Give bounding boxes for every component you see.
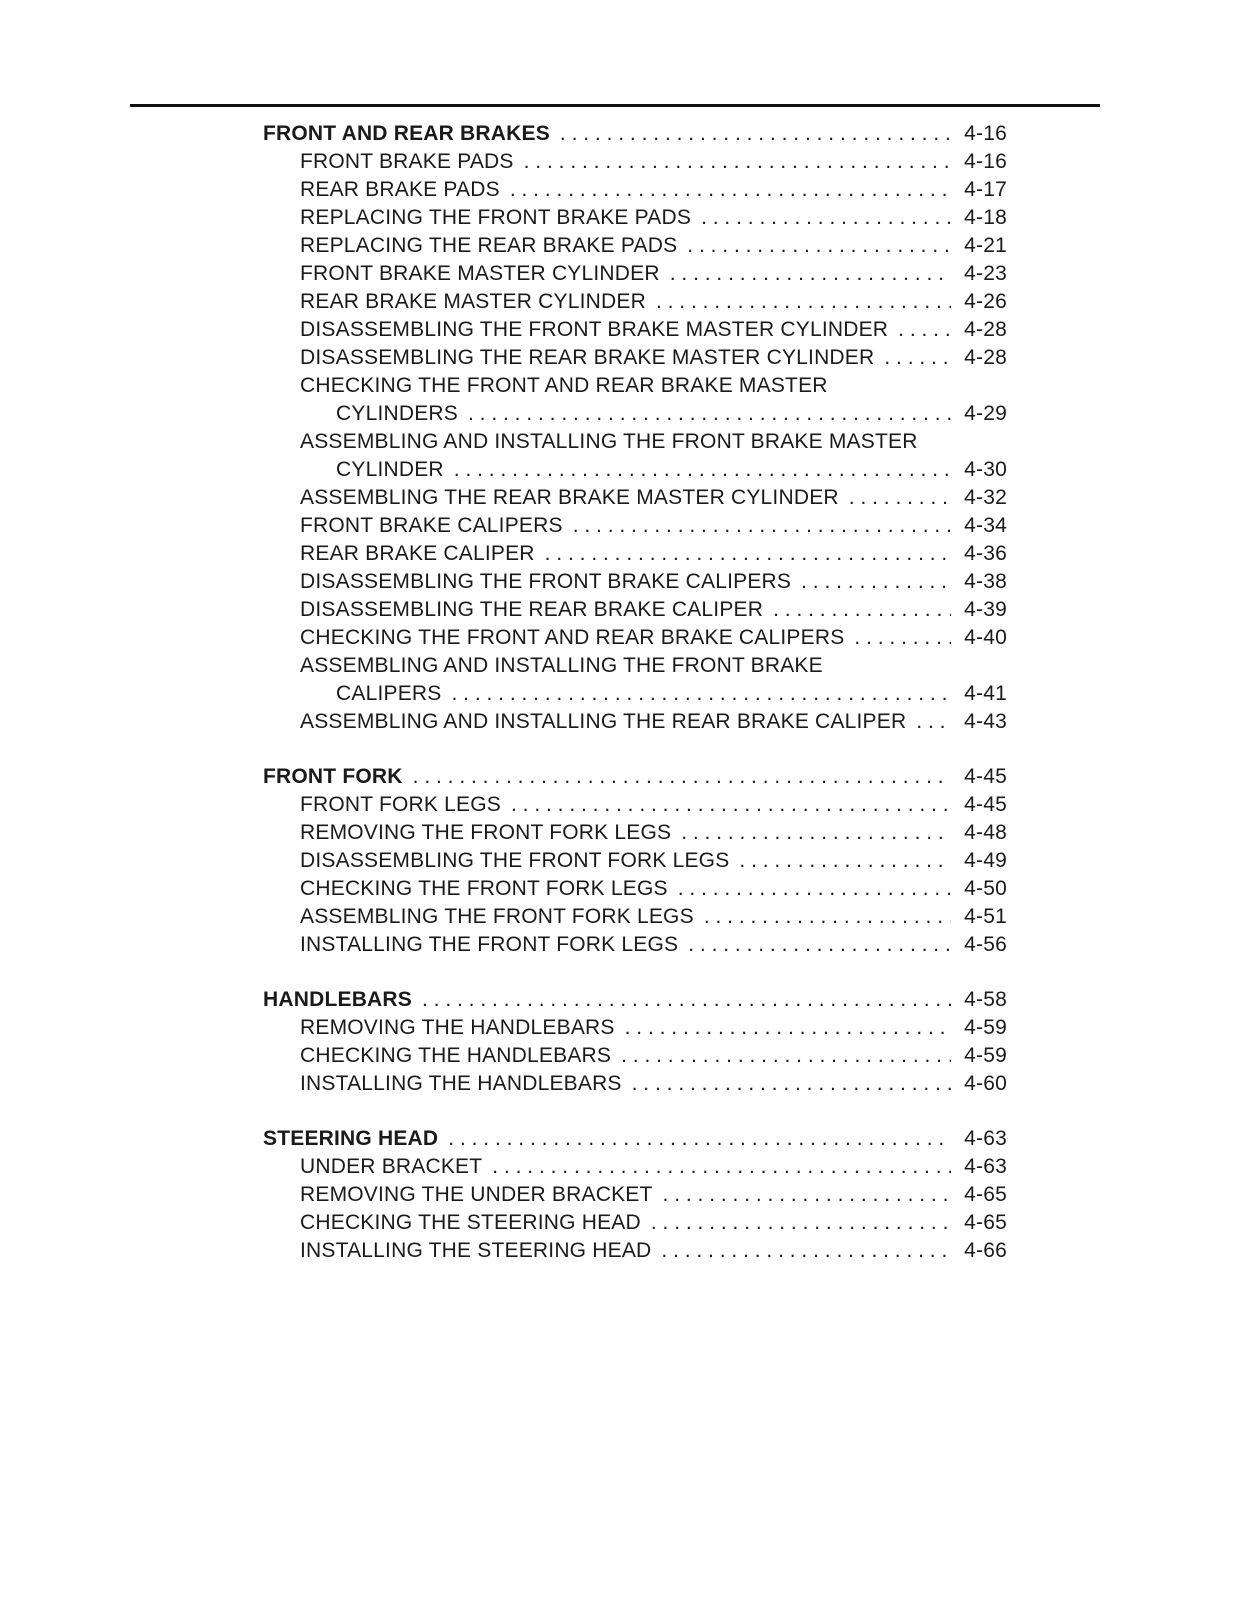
toc-entry-page-number: 4-32 — [964, 486, 1007, 509]
dot-leader — [670, 260, 951, 288]
toc-entry-title: REMOVING THE UNDER BRACKET — [300, 1183, 653, 1206]
dot-leader — [661, 1237, 951, 1265]
toc-entry-title: DISASSEMBLING THE FRONT BRAKE CALIPERS — [300, 570, 792, 593]
dot-leader — [884, 344, 951, 372]
toc-entry[interactable] — [263, 596, 1007, 624]
toc-entry-page-number: 4-63 — [964, 1155, 1007, 1178]
toc-entry-title: INSTALLING THE STEERING HEAD — [300, 1239, 652, 1262]
toc-entry-title: REPLACING THE REAR BRAKE PADS — [300, 234, 678, 257]
toc-entry-page-number: 4-28 — [964, 318, 1007, 341]
toc-entry[interactable] — [263, 624, 1007, 652]
dot-leader — [625, 1014, 951, 1042]
toc-entry-page-number: 4-39 — [964, 598, 1007, 621]
dot-leader — [801, 568, 951, 596]
toc-entry-title: DISASSEMBLING THE REAR BRAKE CALIPER — [300, 598, 764, 621]
toc-entry-page-number: 4-21 — [964, 234, 1007, 257]
toc-entry-title: DISASSEMBLING THE FRONT FORK LEGS — [300, 849, 730, 872]
toc-entry[interactable] — [263, 1070, 1007, 1098]
toc-entry-title: INSTALLING THE HANDLEBARS — [300, 1072, 622, 1095]
toc-entry[interactable] — [263, 540, 1007, 568]
toc-section-heading-page-number: 4-45 — [964, 765, 1007, 788]
toc-entry-title: ASSEMBLING THE FRONT FORK LEGS — [300, 905, 694, 928]
toc-entry[interactable] — [263, 931, 1007, 959]
toc-entry[interactable] — [263, 484, 1007, 512]
toc-entry-page-number: 4-51 — [964, 905, 1007, 928]
toc-entry-page-number: 4-56 — [964, 933, 1007, 956]
toc-entry-page-number: 4-59 — [964, 1044, 1007, 1067]
toc-entry-page-number: 4-48 — [964, 821, 1007, 844]
table-of-contents — [263, 120, 1007, 1292]
dot-leader — [687, 232, 951, 260]
toc-entry[interactable] — [263, 708, 1007, 736]
toc-entry[interactable] — [263, 1042, 1007, 1070]
toc-entry[interactable] — [263, 176, 1007, 204]
toc-entry-continuation-title: CYLINDERS — [336, 402, 458, 425]
toc-section-heading-title: HANDLEBARS — [263, 988, 412, 1011]
toc-entry[interactable] — [263, 428, 1007, 456]
toc-entry-title: UNDER BRACKET — [300, 1155, 483, 1178]
dot-leader — [621, 1042, 951, 1070]
toc-entry-title: ASSEMBLING AND INSTALLING THE FRONT BRAKE — [300, 654, 823, 677]
toc-entry[interactable] — [263, 903, 1007, 931]
toc-entry[interactable] — [263, 372, 1007, 400]
toc-entry[interactable] — [263, 260, 1007, 288]
toc-entry-continuation[interactable] — [263, 680, 1007, 708]
toc-section — [263, 120, 1007, 736]
dot-leader — [510, 176, 951, 204]
toc-section-heading[interactable] — [263, 1125, 1007, 1153]
toc-entry-title: CHECKING THE FRONT AND REAR BRAKE MASTER — [300, 374, 828, 397]
toc-entry[interactable] — [263, 512, 1007, 540]
toc-entry[interactable] — [263, 1153, 1007, 1181]
toc-entry-title: CHECKING THE FRONT AND REAR BRAKE CALIPERS — [300, 626, 845, 649]
toc-entry-continuation-page-number: 4-29 — [964, 402, 1007, 425]
toc-entry-page-number: 4-60 — [964, 1072, 1007, 1095]
toc-entry-continuation-page-number: 4-41 — [964, 682, 1007, 705]
toc-entry-continuation-page-number: 4-30 — [964, 458, 1007, 481]
dot-leader — [898, 316, 951, 344]
toc-entry[interactable] — [263, 1181, 1007, 1209]
toc-entry[interactable] — [263, 791, 1007, 819]
toc-section-heading-page-number: 4-63 — [964, 1127, 1007, 1150]
toc-entry-title: FRONT BRAKE CALIPERS — [300, 514, 563, 537]
toc-entry[interactable] — [263, 316, 1007, 344]
toc-entry-continuation[interactable] — [263, 456, 1007, 484]
toc-entry[interactable] — [263, 148, 1007, 176]
dot-leader — [454, 456, 951, 484]
dot-leader — [451, 680, 951, 708]
toc-section-heading-page-number: 4-16 — [964, 122, 1007, 145]
dot-leader — [678, 875, 951, 903]
dot-leader — [511, 791, 951, 819]
toc-entry[interactable] — [263, 847, 1007, 875]
toc-entry-page-number: 4-34 — [964, 514, 1007, 537]
toc-section-heading[interactable] — [263, 986, 1007, 1014]
dot-leader — [739, 847, 951, 875]
toc-entry[interactable] — [263, 344, 1007, 372]
toc-section-heading[interactable] — [263, 763, 1007, 791]
toc-entry-title: FRONT FORK LEGS — [300, 793, 501, 816]
toc-entry-page-number: 4-28 — [964, 346, 1007, 369]
toc-entry-title: INSTALLING THE FRONT FORK LEGS — [300, 933, 679, 956]
toc-section-heading-page-number: 4-58 — [964, 988, 1007, 1011]
toc-entry-title: FRONT BRAKE MASTER CYLINDER — [300, 262, 660, 285]
toc-entry[interactable] — [263, 652, 1007, 680]
toc-entry-page-number: 4-59 — [964, 1016, 1007, 1039]
dot-leader — [632, 1070, 951, 1098]
toc-entry-page-number: 4-65 — [964, 1183, 1007, 1206]
toc-entry-page-number: 4-17 — [964, 178, 1007, 201]
toc-entry[interactable] — [263, 288, 1007, 316]
toc-entry-title: REMOVING THE HANDLEBARS — [300, 1016, 615, 1039]
dot-leader — [916, 708, 951, 736]
toc-entry-page-number: 4-43 — [964, 710, 1007, 733]
toc-section-heading-title: FRONT FORK — [263, 765, 403, 788]
dot-leader — [560, 120, 951, 148]
dot-leader — [448, 1125, 951, 1153]
toc-entry-title: DISASSEMBLING THE REAR BRAKE MASTER CYLINDER — [300, 346, 875, 369]
toc-entry-title: REAR BRAKE CALIPER — [300, 542, 535, 565]
toc-entry[interactable] — [263, 1237, 1007, 1265]
dot-leader — [656, 288, 951, 316]
toc-entry-page-number: 4-45 — [964, 793, 1007, 816]
toc-entry-title: REMOVING THE FRONT FORK LEGS — [300, 821, 672, 844]
toc-section — [263, 763, 1007, 959]
toc-entry-page-number: 4-65 — [964, 1211, 1007, 1234]
dot-leader — [701, 204, 951, 232]
toc-entry-page-number: 4-18 — [964, 206, 1007, 229]
toc-entry-title: CHECKING THE FRONT FORK LEGS — [300, 877, 668, 900]
toc-entry-continuation-title: CALIPERS — [336, 682, 442, 705]
toc-entry[interactable] — [263, 819, 1007, 847]
toc-entry-title: ASSEMBLING AND INSTALLING THE FRONT BRAKE MASTER — [300, 430, 918, 453]
toc-entry-continuation-title: CYLINDER — [336, 458, 444, 481]
toc-entry[interactable] — [263, 232, 1007, 260]
toc-section — [263, 1125, 1007, 1265]
toc-entry-title: ASSEMBLING AND INSTALLING THE REAR BRAKE CALIPER — [300, 710, 907, 733]
toc-entry-title: CHECKING THE STEERING HEAD — [300, 1211, 641, 1234]
dot-leader — [422, 986, 951, 1014]
toc-section-heading-title: STEERING HEAD — [263, 1127, 439, 1150]
toc-entry-page-number: 4-16 — [964, 150, 1007, 173]
toc-entry-title: FRONT BRAKE PADS — [300, 150, 514, 173]
dot-leader — [773, 596, 951, 624]
toc-entry[interactable] — [263, 875, 1007, 903]
toc-entry[interactable] — [263, 568, 1007, 596]
toc-entry-title: DISASSEMBLING THE FRONT BRAKE MASTER CYLINDER — [300, 318, 889, 341]
toc-section-heading[interactable] — [263, 120, 1007, 148]
toc-entry-page-number: 4-40 — [964, 626, 1007, 649]
dot-leader — [688, 931, 951, 959]
toc-entry-title: REAR BRAKE PADS — [300, 178, 500, 201]
dot-leader — [651, 1209, 951, 1237]
dot-leader — [468, 400, 951, 428]
toc-entry-page-number: 4-38 — [964, 570, 1007, 593]
toc-section-heading-title: FRONT AND REAR BRAKES — [263, 122, 550, 145]
dot-leader — [524, 148, 951, 176]
dot-leader — [492, 1153, 951, 1181]
dot-leader — [663, 1181, 951, 1209]
toc-entry-page-number: 4-36 — [964, 542, 1007, 565]
toc-entry[interactable] — [263, 1014, 1007, 1042]
toc-entry-page-number: 4-50 — [964, 877, 1007, 900]
toc-entry-page-number: 4-26 — [964, 290, 1007, 313]
toc-entry-title: ASSEMBLING THE REAR BRAKE MASTER CYLINDER — [300, 486, 839, 509]
toc-entry-page-number: 4-23 — [964, 262, 1007, 285]
toc-section — [263, 986, 1007, 1098]
toc-entry-title: REAR BRAKE MASTER CYLINDER — [300, 290, 646, 313]
toc-entry-page-number: 4-49 — [964, 849, 1007, 872]
dot-leader — [573, 512, 951, 540]
toc-entry-title: CHECKING THE HANDLEBARS — [300, 1044, 612, 1067]
header-rule — [130, 104, 1100, 107]
dot-leader — [849, 484, 951, 512]
dot-leader — [545, 540, 951, 568]
toc-entry[interactable] — [263, 1209, 1007, 1237]
toc-entry-page-number: 4-66 — [964, 1239, 1007, 1262]
dot-leader — [413, 763, 951, 791]
toc-entry[interactable] — [263, 204, 1007, 232]
toc-entry-continuation[interactable] — [263, 400, 1007, 428]
dot-leader — [704, 903, 951, 931]
toc-entry-title: REPLACING THE FRONT BRAKE PADS — [300, 206, 692, 229]
dot-leader — [854, 624, 951, 652]
dot-leader — [681, 819, 951, 847]
